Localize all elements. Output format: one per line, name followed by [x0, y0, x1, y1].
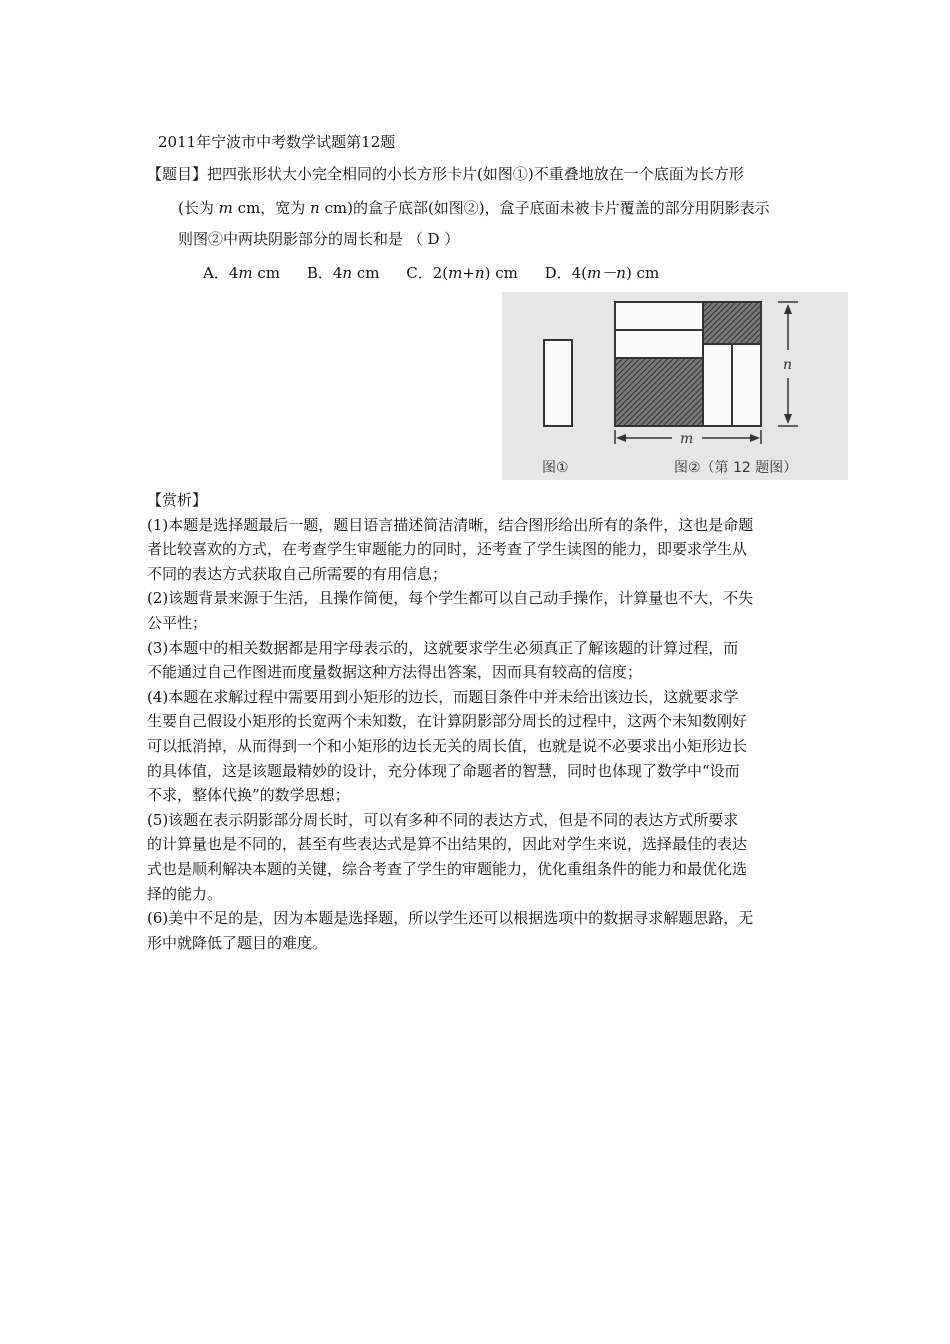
- analysis-line: (1)本题是选择题最后一题，题目语言描述简洁清晰，结合图形给出所有的条件，这也是命题: [147, 515, 754, 534]
- analysis-line: 公平性；: [147, 613, 208, 632]
- question-text-1: 把四张形状大小完全相同的小长方形卡片(如图①)不重叠地放在一个底面为长方形: [207, 165, 744, 183]
- analysis-line: (5)该题在表示阴影部分周长时，可以有多种不同的表达方式，但是不同的表达方式所要求: [147, 810, 739, 829]
- question-line-1: [147, 163, 744, 185]
- analysis-heading: 【赏析】: [147, 491, 208, 509]
- analysis-line: 不求，整体代换”的数学思想；: [147, 786, 350, 805]
- question-tag: 【题目】: [147, 165, 208, 183]
- analysis-section: [147, 488, 812, 955]
- figure-drawing: [502, 292, 848, 480]
- figure1-card: [544, 340, 572, 426]
- analysis-line: (4)本题在求解过程中需要用到小矩形的边长，而题目条件中并未给出该边长，这就要求学: [147, 687, 739, 706]
- card-vertical-1: [703, 344, 732, 426]
- shaded-region-bottom-left: [615, 358, 703, 426]
- question-line-2: [178, 197, 770, 219]
- page-title: 2011年宁波市中考数学试题第12题: [158, 133, 396, 151]
- analysis-line: 的计算量也是不同的，甚至有些表达式是算不出结果的，因此对学生来说，选择最佳的表达: [147, 835, 748, 854]
- analysis-line: 不能通过自己作图进而度量数据这种方法得出答案，因而具有较高的信度；: [147, 663, 643, 682]
- analysis-line: 式也是顺利解决本题的关键，综合考查了学生的审题能力，优化重组条件的能力和最优化选: [147, 859, 748, 878]
- analysis-line: 者比较喜欢的方式，在考查学生审题能力的同时，还考查了学生读图的能力，即要求学生从: [147, 540, 748, 559]
- analysis-line: (2)该题背景来源于生活，且操作简便，每个学生都可以自己动手操作，计算量也不大，不失: [147, 589, 754, 608]
- question-text-2b: cm，宽为: [232, 199, 311, 217]
- card-horizontal-2: [615, 330, 703, 358]
- option-a: A．4m cm: [203, 264, 281, 282]
- caption-figure-1: 图①: [542, 460, 569, 476]
- label-m: m: [680, 431, 694, 447]
- analysis-line: 生要自己假设小矩形的长宽两个未知数，在计算阴影部分周长的过程中，这两个未知数刚好: [147, 712, 748, 731]
- analysis-line: 形中就降低了题目的难度。: [147, 933, 328, 952]
- variable-m: m: [218, 199, 233, 217]
- question-text-2a: (长为: [178, 199, 219, 217]
- analysis-line: (6)美中不足的是，因为本题是选择题，所以学生还可以根据选项中的数据寻求解题思路，无: [147, 909, 754, 928]
- answer-options: [203, 262, 681, 284]
- caption-figure-2: 图②（第 12 题图）: [674, 460, 798, 476]
- analysis-line: 择的能力。: [147, 884, 223, 903]
- analysis-line: 的具体值，这是该题最精妙的设计，充分体现了命题者的智慧，同时也体现了数学中“设而: [147, 761, 740, 780]
- card-horizontal-1: [615, 302, 703, 330]
- option-d: D．4(m－n) cm: [544, 264, 660, 282]
- shaded-region-top-right: [703, 302, 761, 344]
- problem-figure: [502, 292, 848, 480]
- label-n: n: [783, 357, 793, 373]
- question-line-3: 则图②中两块阴影部分的周长和是 （ D ）: [178, 230, 460, 248]
- analysis-line: 可以抵消掉，从而得到一个和小矩形的边长无关的周长值，也就是说不必要求出小矩形边长: [147, 736, 748, 755]
- card-vertical-2: [732, 344, 761, 426]
- analysis-line: 不同的表达方式获取自己所需要的有用信息；: [147, 564, 448, 583]
- variable-n: n: [310, 199, 320, 217]
- analysis-line: (3)本题中的相关数据都是用字母表示的，这就要求学生必须真正了解该题的计算过程，而: [147, 638, 739, 657]
- question-text-2c: cm)的盒子底部(如图②)，盒子底面未被卡片覆盖的部分用阴影表示: [319, 199, 770, 217]
- option-c: C．2(m+n) cm: [406, 264, 518, 282]
- option-b: B．4n cm: [306, 264, 380, 282]
